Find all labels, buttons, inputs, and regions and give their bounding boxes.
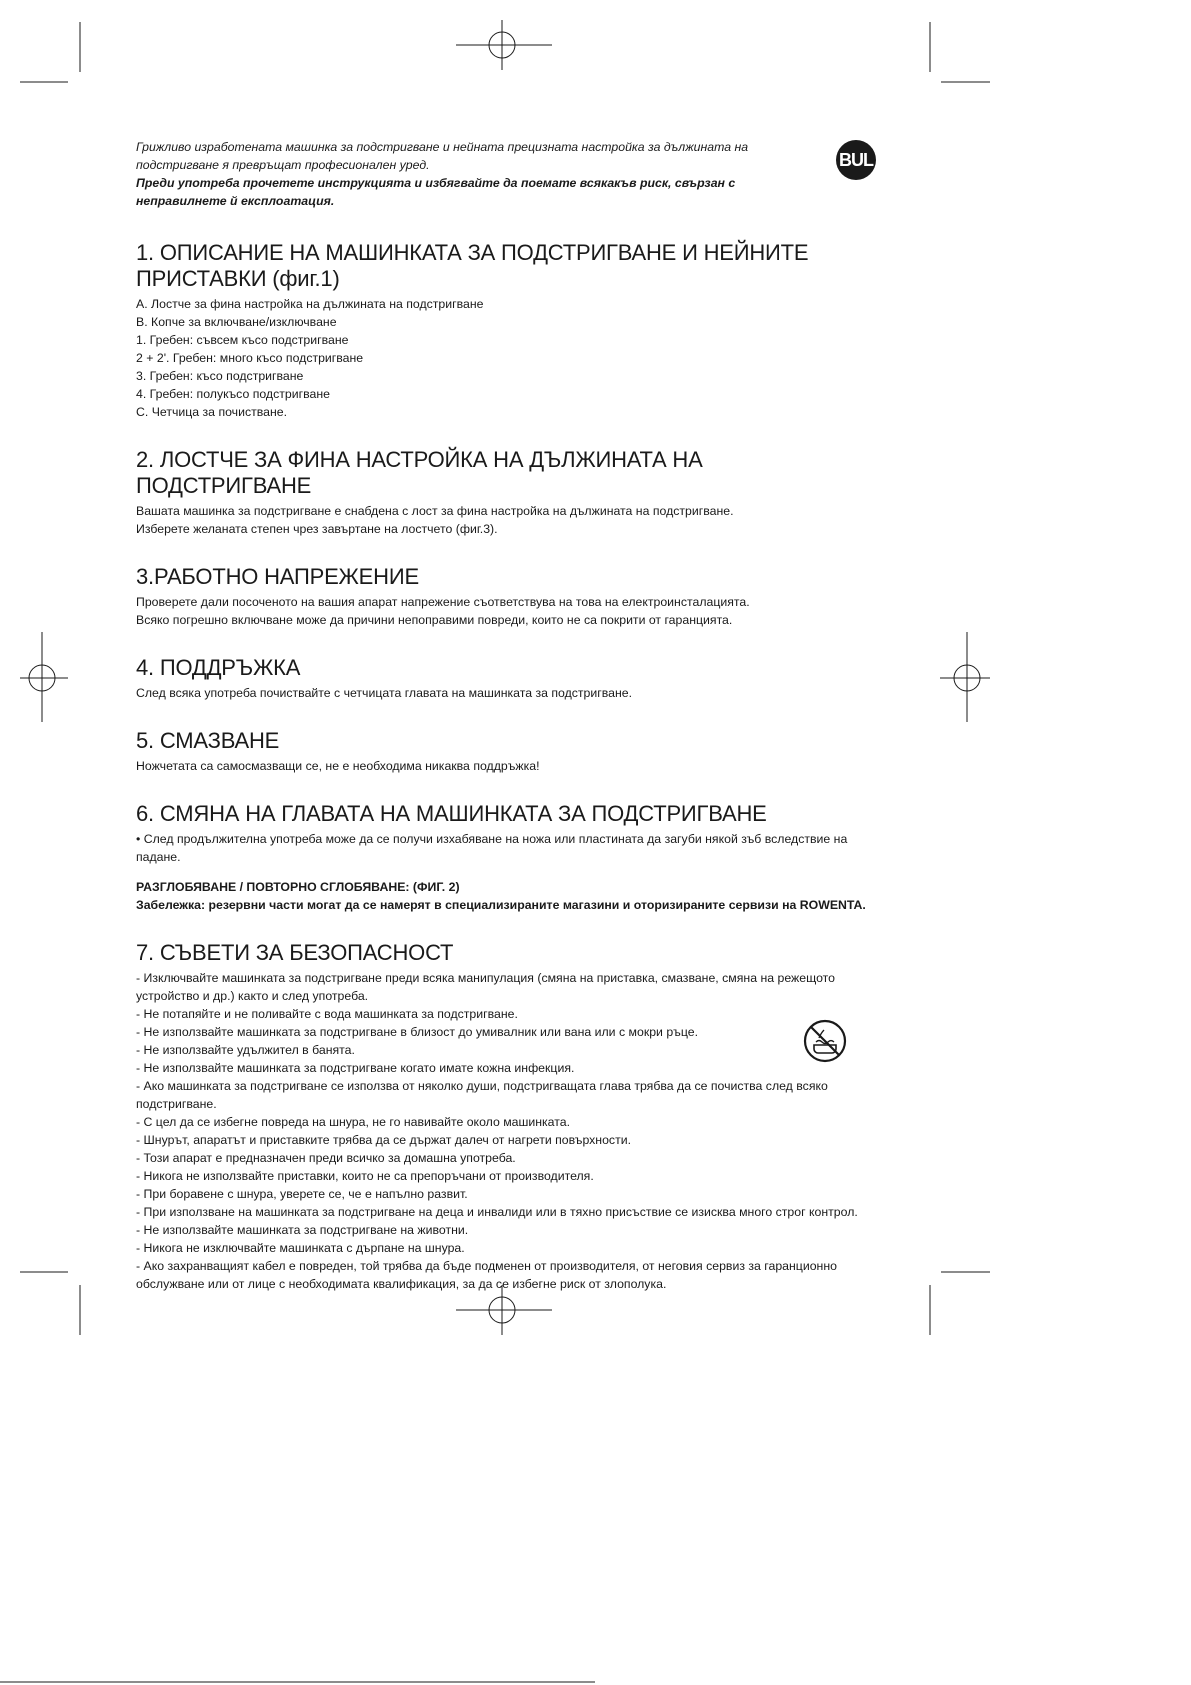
list-item: - При боравене с шнура, уверете се, че е напълно развит. <box>136 1187 468 1201</box>
section-title-head-replacement: 6. СМЯНА НА ГЛАВАТА НА МАШИНКАТА ЗА ПОДСТРИГВАНЕ <box>136 801 767 826</box>
section-body-safety <box>136 969 876 1293</box>
section-body-description <box>136 295 876 421</box>
section-title-safety: 7. СЪВЕТИ ЗА БЕЗОПАСНОСТ <box>136 940 454 965</box>
list-item: - Шнурът, апаратът и приставките трябва да се държат далеч от нагрети повърхности. <box>136 1133 631 1147</box>
list-item: - Никога не използвайте приставки, които не са препоръчани от производителя. <box>136 1169 594 1183</box>
intro-warning: Преди употреба прочетете инструкцията и избягвайте да поемате всякакъв риск, свързан с неправилнете й експлоатация. <box>136 176 736 208</box>
list-item: A. Лостче за фина настройка на дължината на подстригване <box>136 297 484 311</box>
spare-parts-note: Забележка: резервни части могат да се намерят в специализираните магазини и оторизираните сервизи на ROWENTA. <box>136 898 866 912</box>
disassembly-heading: РАЗГЛОБЯВАНЕ / ПОВТОРНО СГЛОБЯВАНЕ: (ФИГ. 2) <box>136 880 460 894</box>
list-item: - Не потапяйте и не поливайте с вода машинката за подстригване. <box>136 1007 518 1021</box>
section-title-maintenance: 4. ПОДДРЪЖКА <box>136 655 301 680</box>
list-item: C. Четчица за почистване. <box>136 405 288 419</box>
list-item: - Не използвайте удължител в банята. <box>136 1043 355 1057</box>
list-item: B. Копче за включване/изключване <box>136 315 337 329</box>
list-item: - Изключвайте машинката за подстригване преди всяка манипулация (смяна на приставка, смазване, смяна на режещото устройство и др.) както и след употреба. <box>136 971 835 1003</box>
section-body-voltage <box>136 593 876 629</box>
list-item: 3. Гребен: късо подстригване <box>136 369 304 383</box>
section-notes-head-replacement <box>136 878 876 914</box>
list-item: - Не използвайте машинката за подстригване когато имате кожна инфекция. <box>136 1061 575 1075</box>
list-item: - Ако машинката за подстригване се използва от няколко души, подстригващата глава трябва да се почиства след всяко подстригване. <box>136 1079 828 1111</box>
paragraph: • След продължителна употреба може да се получи изхабяване на ножа или пластината да загуби някой зъб вследствие на падане. <box>136 832 848 864</box>
intro <box>136 138 816 210</box>
section-title-lubrication: 5. СМАЗВАНЕ <box>136 728 280 753</box>
paragraph: След всяка употреба почиствайте с четчицата главата на машинката за подстригване. <box>136 686 633 700</box>
list-item: - Никога не изключвайте машинката с дърпане на шнура. <box>136 1241 465 1255</box>
list-item: - Не използвайте машинката за подстригване на животни. <box>136 1223 469 1237</box>
list-item: - Този апарат е предназначен преди всичко за домашна употреба. <box>136 1151 516 1165</box>
list-item: 2 + 2'. Гребен: много късо подстригване <box>136 351 364 365</box>
list-item: - Ако захранващият кабел е повреден, той трябва да бъде подменен от производителя, от неговия сервиз за гаранционно обслужване или от лице с необходимата квалификация, за да се избегне риск от злополука. <box>136 1259 837 1291</box>
section-body-head-replacement <box>136 830 876 866</box>
section-body-maintenance <box>136 684 876 702</box>
list-item: - С цел да се избегне повреда на шнура, не го навивайте около машинката. <box>136 1115 570 1129</box>
paragraph: Всяко погрешно включване може да причини непоправими повреди, които не са покрити от гаранцията. <box>136 613 733 627</box>
section-body-lubrication <box>136 757 876 775</box>
language-badge: BUL <box>836 140 876 180</box>
section-title-description: 1. ОПИСАНИЕ НА МАШИНКАТА ЗА ПОДСТРИГВАНЕ И НЕЙНИТЕ ПРИСТАВКИ (фиг.1) <box>136 240 809 291</box>
section-body-length-lever <box>136 502 876 538</box>
paragraph: Ножчетата са самосмазващи се, не е необходима никаква поддръжка! <box>136 759 540 773</box>
list-item: 4. Гребен: полукъсо подстригване <box>136 387 330 401</box>
section-title-length-lever: 2. ЛОСТЧЕ ЗА ФИНА НАСТРОЙКА НА ДЪЛЖИНАТА НА ПОДСТРИГВАНЕ <box>136 447 703 498</box>
paragraph: Проверете дали посоченото на вашия апарат напрежение съответствува на това на електроинсталацията. <box>136 595 750 609</box>
paragraph: Вашата машинка за подстригване е снабдена с лост за фина настройка на дължината на подстригване. <box>136 504 734 518</box>
document-body <box>136 138 876 1293</box>
intro-text: Грижливо изработената машинка за подстригване и нейната прецизната настройка за дължината на подстригване я превръщат професионален уред. <box>136 140 749 172</box>
list-item: - Не използвайте машинката за подстригване в близост до умивалник или вана или с мокри ръце. <box>136 1025 699 1039</box>
list-item: 1. Гребен: съвсем късо подстригване <box>136 333 349 347</box>
paragraph: Изберете желаната степен чрез завъртане на лостчето (фиг.3). <box>136 522 498 536</box>
list-item: - При използване на машинката за подстригване на деца и инвалиди или в тяхно присъствие се изисква много строг контрол. <box>136 1205 858 1219</box>
section-title-voltage: 3.РАБОТНО НАПРЕЖЕНИЕ <box>136 564 419 589</box>
